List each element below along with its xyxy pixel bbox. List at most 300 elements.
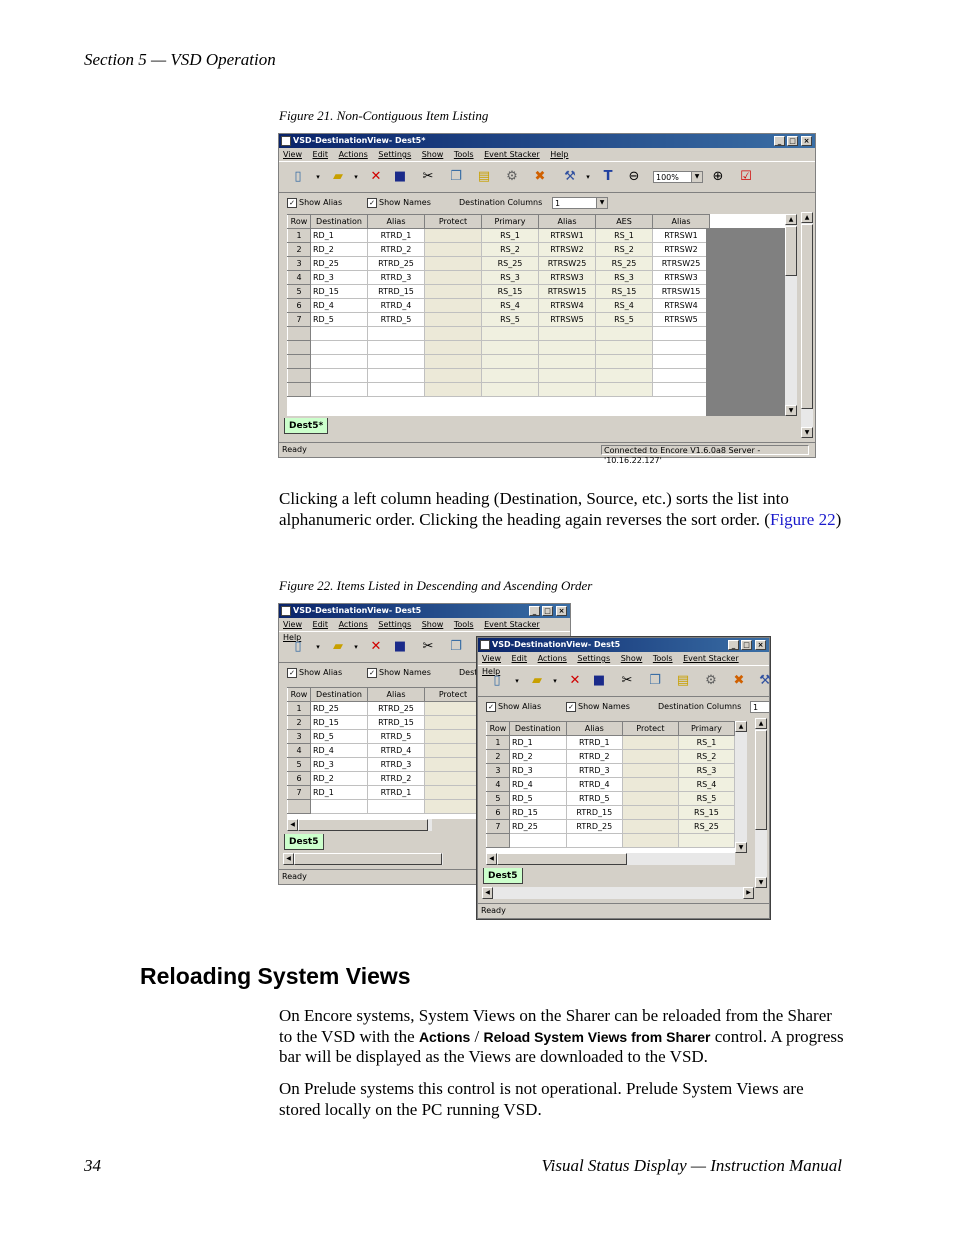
table-cell[interactable]: [425, 772, 482, 786]
table-cell[interactable]: RD_1: [311, 229, 368, 243]
table-cell[interactable]: [539, 383, 596, 397]
table-cell[interactable]: [596, 369, 653, 383]
table-cell[interactable]: RTRSW4: [653, 299, 710, 313]
table-cell[interactable]: [622, 834, 678, 848]
table-cell[interactable]: RD_4: [311, 299, 368, 313]
table-cell[interactable]: RS_2: [482, 243, 539, 257]
close-icon[interactable]: ×: [801, 136, 812, 146]
table-row[interactable]: [288, 257, 710, 271]
delete-icon[interactable]: ✕: [569, 673, 581, 688]
table-cell[interactable]: RTRSW3: [539, 271, 596, 285]
menu-settings[interactable]: Settings: [378, 150, 412, 159]
table-row[interactable]: [288, 772, 482, 786]
row-number[interactable]: [288, 383, 311, 397]
table-cell[interactable]: [622, 750, 678, 764]
chevron-down-icon[interactable]: ▾: [316, 643, 320, 651]
row-number[interactable]: 6: [288, 299, 311, 313]
menu-show[interactable]: Show: [620, 654, 643, 663]
checklist-icon[interactable]: ☑: [740, 169, 752, 184]
show-alias-checkbox[interactable]: ✓ Show Alias: [287, 663, 342, 683]
table-cell[interactable]: RS_2: [596, 243, 653, 257]
row-number[interactable]: 5: [487, 792, 510, 806]
tab-dest5[interactable]: Dest5*: [284, 418, 328, 434]
destination-columns-select[interactable]: 1 ▼: [552, 197, 608, 209]
table-cell[interactable]: [425, 369, 482, 383]
table-cell[interactable]: RTRD_2: [368, 243, 425, 257]
table-cell[interactable]: RS_4: [482, 299, 539, 313]
table-cell[interactable]: RS_4: [596, 299, 653, 313]
table-cell[interactable]: RD_25: [311, 257, 368, 271]
minimize-icon[interactable]: _: [529, 606, 540, 616]
table-cell[interactable]: [368, 383, 425, 397]
column-header-primary[interactable]: Primary: [482, 215, 539, 229]
table-cell[interactable]: [539, 369, 596, 383]
table-row[interactable]: [288, 299, 710, 313]
table-row[interactable]: [288, 758, 482, 772]
cut-icon[interactable]: ✂: [422, 639, 434, 654]
table-cell[interactable]: [425, 313, 482, 327]
table-cell[interactable]: RTRD_2: [566, 750, 622, 764]
row-number[interactable]: 3: [487, 764, 510, 778]
column-header-protect[interactable]: Protect: [622, 722, 678, 736]
delete-icon[interactable]: ✕: [370, 169, 382, 184]
table-cell[interactable]: [311, 383, 368, 397]
save-icon[interactable]: ■: [393, 639, 407, 654]
table-cell[interactable]: RD_1: [311, 786, 368, 800]
settings-icon[interactable]: ⚙: [705, 673, 717, 688]
show-alias-checkbox[interactable]: ✓ Show Alias: [287, 193, 342, 213]
table-cell[interactable]: [482, 355, 539, 369]
row-number[interactable]: 7: [487, 820, 510, 834]
table-cell[interactable]: RTRD_5: [368, 313, 425, 327]
table-cell[interactable]: [653, 341, 710, 355]
paste-icon[interactable]: ▤: [477, 169, 491, 184]
scroll-down-icon[interactable]: ▼: [785, 405, 797, 416]
show-names-checkbox[interactable]: ✓ Show Names: [367, 193, 431, 213]
new-file-icon[interactable]: ▯: [294, 169, 302, 184]
row-number[interactable]: 2: [288, 243, 311, 257]
table-row[interactable]: [288, 800, 482, 814]
cut-icon[interactable]: ✂: [621, 673, 633, 688]
close-icon[interactable]: ×: [556, 606, 567, 616]
table-cell[interactable]: RS_1: [482, 229, 539, 243]
column-header-row[interactable]: Row: [288, 688, 311, 702]
row-number[interactable]: [288, 355, 311, 369]
table-cell[interactable]: RD_3: [311, 271, 368, 285]
table-row[interactable]: [487, 834, 735, 848]
table-cell[interactable]: [596, 383, 653, 397]
table-row[interactable]: [487, 764, 735, 778]
table-cell[interactable]: [368, 327, 425, 341]
table-row[interactable]: [288, 369, 710, 383]
table-cell[interactable]: RD_15: [509, 806, 566, 820]
table-cell[interactable]: RS_5: [678, 792, 734, 806]
table-cell[interactable]: [596, 341, 653, 355]
table-row[interactable]: [288, 285, 710, 299]
row-number[interactable]: 6: [487, 806, 510, 820]
window-scrollbar[interactable]: [755, 718, 767, 888]
table-cell[interactable]: [566, 834, 622, 848]
row-number[interactable]: 1: [288, 702, 311, 716]
column-header-alias[interactable]: Alias: [368, 215, 425, 229]
table-cell[interactable]: RTRD_25: [368, 702, 425, 716]
scroll-left-icon[interactable]: ◀: [283, 853, 294, 865]
menu-view[interactable]: View: [482, 654, 501, 663]
column-header-alias[interactable]: Alias: [653, 215, 710, 229]
table-cell[interactable]: [653, 369, 710, 383]
table-cell[interactable]: RD_15: [311, 716, 368, 730]
table-cell[interactable]: RTRSW3: [653, 271, 710, 285]
table-row[interactable]: [288, 702, 482, 716]
row-number[interactable]: 3: [288, 730, 311, 744]
table-cell[interactable]: RTRD_2: [368, 772, 425, 786]
menu-show[interactable]: Show: [421, 620, 444, 629]
table-cell[interactable]: [622, 792, 678, 806]
table-cell[interactable]: [482, 383, 539, 397]
table-row[interactable]: [487, 820, 735, 834]
table-cell[interactable]: [653, 355, 710, 369]
table-cell[interactable]: [622, 806, 678, 820]
column-header-primary[interactable]: Primary: [678, 722, 734, 736]
table-cell[interactable]: [425, 229, 482, 243]
menu-show[interactable]: Show: [421, 150, 444, 159]
table-cell[interactable]: RD_25: [509, 820, 566, 834]
open-folder-icon[interactable]: ▰: [532, 673, 542, 688]
chevron-down-icon[interactable]: ▾: [515, 677, 519, 685]
table-row[interactable]: [487, 792, 735, 806]
table-cell[interactable]: RTRD_4: [368, 299, 425, 313]
table-cell[interactable]: [425, 730, 482, 744]
table-cell[interactable]: [596, 327, 653, 341]
table-cell[interactable]: RD_3: [509, 764, 566, 778]
table-cell[interactable]: [539, 341, 596, 355]
table-cell[interactable]: [425, 786, 482, 800]
row-number[interactable]: 7: [288, 786, 311, 800]
table-cell[interactable]: RTRD_3: [368, 271, 425, 285]
row-number[interactable]: 1: [487, 736, 510, 750]
table-cell[interactable]: RD_5: [311, 730, 368, 744]
table-cell[interactable]: RTRD_25: [566, 820, 622, 834]
scroll-thumb[interactable]: [497, 853, 627, 865]
table-cell[interactable]: RS_2: [678, 750, 734, 764]
row-number[interactable]: 5: [288, 285, 311, 299]
scroll-up-icon[interactable]: ▲: [785, 214, 797, 225]
row-number[interactable]: 2: [288, 716, 311, 730]
copy-icon[interactable]: ❐: [649, 673, 661, 688]
table-cell[interactable]: RTRD_1: [368, 229, 425, 243]
table-row[interactable]: [487, 806, 735, 820]
table-cell[interactable]: [425, 355, 482, 369]
open-folder-icon[interactable]: ▰: [333, 639, 343, 654]
row-number[interactable]: [288, 341, 311, 355]
table-cell[interactable]: RD_5: [311, 313, 368, 327]
table-row[interactable]: [288, 327, 710, 341]
scroll-thumb[interactable]: [785, 226, 797, 276]
table-cell[interactable]: [509, 834, 566, 848]
zoom-in-icon[interactable]: ⊕: [712, 169, 724, 184]
table-row[interactable]: [487, 778, 735, 792]
row-number[interactable]: [288, 369, 311, 383]
table-cell[interactable]: RS_5: [596, 313, 653, 327]
table-cell[interactable]: [311, 355, 368, 369]
menu-view[interactable]: View: [283, 150, 302, 159]
window-horizontal-scrollbar[interactable]: [482, 887, 754, 899]
cut-icon[interactable]: ✂: [422, 169, 434, 184]
column-header-protect[interactable]: Protect: [425, 688, 482, 702]
table-cell[interactable]: RS_3: [482, 271, 539, 285]
table-cell[interactable]: [425, 243, 482, 257]
table-cell[interactable]: RTRD_5: [566, 792, 622, 806]
scroll-thumb[interactable]: [755, 730, 767, 830]
row-number[interactable]: [288, 327, 311, 341]
table-cell[interactable]: RD_3: [311, 758, 368, 772]
table-cell[interactable]: RS_25: [678, 820, 734, 834]
table-cell[interactable]: [482, 341, 539, 355]
table-row[interactable]: [288, 229, 710, 243]
copy-icon[interactable]: ❐: [450, 169, 462, 184]
table-cell[interactable]: [425, 341, 482, 355]
table-cell[interactable]: RTRD_25: [368, 257, 425, 271]
table-row[interactable]: [288, 786, 482, 800]
table-cell[interactable]: RD_15: [311, 285, 368, 299]
menu-event-stacker[interactable]: Event Stacker: [484, 150, 540, 159]
table-row[interactable]: [288, 744, 482, 758]
maximize-icon[interactable]: □: [542, 606, 553, 616]
table-cell[interactable]: [482, 327, 539, 341]
menu-help[interactable]: Help: [283, 633, 302, 642]
column-header-alias[interactable]: Alias: [539, 215, 596, 229]
table-cell[interactable]: RD_2: [311, 772, 368, 786]
table-cell[interactable]: RTRD_5: [368, 730, 425, 744]
row-number[interactable]: 5: [288, 758, 311, 772]
chevron-down-icon[interactable]: ▾: [316, 173, 320, 181]
close-icon[interactable]: ×: [755, 640, 766, 650]
scroll-up-icon[interactable]: ▲: [755, 718, 767, 729]
table-cell[interactable]: [425, 271, 482, 285]
show-names-checkbox[interactable]: ✓ Show Names: [367, 663, 431, 683]
row-number[interactable]: 4: [487, 778, 510, 792]
column-header-alias[interactable]: Alias: [566, 722, 622, 736]
table-cell[interactable]: RS_3: [678, 764, 734, 778]
scroll-up-icon[interactable]: ▲: [735, 721, 747, 732]
save-icon[interactable]: ■: [592, 673, 606, 688]
row-number[interactable]: 6: [288, 772, 311, 786]
maximize-icon[interactable]: □: [741, 640, 752, 650]
menu-actions[interactable]: Actions: [537, 654, 567, 663]
destination-columns-select[interactable]: 1: [750, 701, 770, 713]
table-cell[interactable]: RS_5: [482, 313, 539, 327]
table-cell[interactable]: [622, 764, 678, 778]
menu-help[interactable]: Help: [482, 667, 501, 676]
scroll-left-icon[interactable]: ◀: [287, 819, 298, 831]
table-cell[interactable]: RTRD_4: [566, 778, 622, 792]
table-cell[interactable]: [425, 800, 482, 814]
column-header-destination[interactable]: Destination: [311, 688, 368, 702]
column-header-protect[interactable]: Protect: [425, 215, 482, 229]
scroll-left-icon[interactable]: ◀: [482, 887, 493, 899]
minimize-icon[interactable]: _: [728, 640, 739, 650]
zoom-out-icon[interactable]: ⊖: [628, 169, 640, 184]
column-header-aes[interactable]: AES: [596, 215, 653, 229]
row-number[interactable]: 7: [288, 313, 311, 327]
table-cell[interactable]: RTRD_15: [368, 285, 425, 299]
table-cell[interactable]: RTRSW1: [539, 229, 596, 243]
menu-settings[interactable]: Settings: [577, 654, 611, 663]
table-cell[interactable]: [425, 702, 482, 716]
table-cell[interactable]: RTRSW25: [653, 257, 710, 271]
grid-scrollbar[interactable]: [735, 721, 747, 853]
window-scrollbar[interactable]: [801, 212, 813, 438]
row-number[interactable]: [487, 834, 510, 848]
scroll-down-icon[interactable]: ▼: [801, 427, 813, 438]
window-horizontal-scrollbar[interactable]: [283, 853, 443, 865]
row-number[interactable]: 4: [288, 744, 311, 758]
figure-22-link[interactable]: Figure 22: [769, 509, 836, 529]
column-header-row[interactable]: Row: [288, 215, 311, 229]
scroll-thumb[interactable]: [298, 819, 428, 831]
text-icon[interactable]: T: [603, 169, 613, 184]
table-cell[interactable]: RS_1: [596, 229, 653, 243]
table-cell[interactable]: [425, 744, 482, 758]
menu-tools[interactable]: Tools: [453, 150, 474, 159]
table-cell[interactable]: [539, 327, 596, 341]
table-row[interactable]: [288, 313, 710, 327]
maximize-icon[interactable]: □: [787, 136, 798, 146]
menu-edit[interactable]: Edit: [312, 150, 329, 159]
table-cell[interactable]: RS_15: [678, 806, 734, 820]
menu-event-stacker[interactable]: Event Stacker: [683, 654, 739, 663]
table-cell[interactable]: RTRSW15: [539, 285, 596, 299]
table-cell[interactable]: [368, 369, 425, 383]
chevron-down-icon[interactable]: ▾: [354, 173, 358, 181]
grid-horizontal-scrollbar[interactable]: [287, 819, 432, 831]
save-icon[interactable]: ■: [393, 169, 407, 184]
table-cell[interactable]: RS_1: [678, 736, 734, 750]
tools-wrench-icon[interactable]: ⚒: [759, 673, 771, 688]
scroll-down-icon[interactable]: ▼: [735, 842, 747, 853]
table-cell[interactable]: RTRSW4: [539, 299, 596, 313]
row-number[interactable]: [288, 800, 311, 814]
table-cell[interactable]: [425, 716, 482, 730]
chevron-down-icon[interactable]: ▾: [586, 173, 590, 181]
tools-wrench-icon[interactable]: ⚒: [564, 169, 576, 184]
table-row[interactable]: [288, 243, 710, 257]
chevron-down-icon[interactable]: ▾: [354, 643, 358, 651]
table-cell[interactable]: RTRD_3: [368, 758, 425, 772]
table-cell[interactable]: [622, 736, 678, 750]
table-cell[interactable]: [425, 257, 482, 271]
table-cell[interactable]: RD_4: [311, 744, 368, 758]
row-number[interactable]: 4: [288, 271, 311, 285]
row-number[interactable]: 3: [288, 257, 311, 271]
table-cell[interactable]: [596, 355, 653, 369]
table-cell[interactable]: [678, 834, 734, 848]
menu-actions[interactable]: Actions: [338, 150, 368, 159]
table-cell[interactable]: [653, 383, 710, 397]
table-cell[interactable]: [425, 299, 482, 313]
table-cell[interactable]: RS_25: [596, 257, 653, 271]
table-cell[interactable]: [425, 285, 482, 299]
table-cell[interactable]: RS_3: [596, 271, 653, 285]
table-cell[interactable]: RTRD_15: [368, 716, 425, 730]
table-cell[interactable]: RTRD_4: [368, 744, 425, 758]
tab-dest5[interactable]: Dest5: [483, 868, 523, 884]
minimize-icon[interactable]: _: [774, 136, 785, 146]
menu-edit[interactable]: Edit: [511, 654, 528, 663]
menu-edit[interactable]: Edit: [312, 620, 329, 629]
menu-tools[interactable]: Tools: [453, 620, 474, 629]
settings-icon[interactable]: ⚙: [506, 169, 518, 184]
menu-event-stacker[interactable]: Event Stacker: [484, 620, 540, 629]
table-cell[interactable]: [311, 341, 368, 355]
table-cell[interactable]: [311, 327, 368, 341]
scroll-left-icon[interactable]: ◀: [486, 853, 497, 865]
table-cell[interactable]: RTRSW1: [653, 229, 710, 243]
scroll-thumb[interactable]: [801, 224, 813, 409]
table-cell[interactable]: [311, 800, 368, 814]
table-cell[interactable]: [425, 383, 482, 397]
table-cell[interactable]: [425, 327, 482, 341]
menu-actions[interactable]: Actions: [338, 620, 368, 629]
new-file-icon[interactable]: ▯: [294, 639, 302, 654]
row-number[interactable]: 1: [288, 229, 311, 243]
table-cell[interactable]: [482, 369, 539, 383]
table-cell[interactable]: RD_4: [509, 778, 566, 792]
scroll-up-icon[interactable]: ▲: [801, 212, 813, 223]
table-cell[interactable]: RS_25: [482, 257, 539, 271]
table-cell[interactable]: RTRSW25: [539, 257, 596, 271]
table-cell[interactable]: RTRSW5: [539, 313, 596, 327]
table-row[interactable]: [487, 736, 735, 750]
column-header-destination[interactable]: Destination: [509, 722, 566, 736]
row-number[interactable]: 2: [487, 750, 510, 764]
table-cell[interactable]: [368, 341, 425, 355]
new-file-icon[interactable]: ▯: [493, 673, 501, 688]
table-row[interactable]: [288, 355, 710, 369]
table-cell[interactable]: RD_2: [509, 750, 566, 764]
table-cell[interactable]: RTRSW2: [539, 243, 596, 257]
menu-help[interactable]: Help: [550, 150, 569, 159]
table-cell[interactable]: [622, 820, 678, 834]
table-cell[interactable]: RS_15: [482, 285, 539, 299]
table-row[interactable]: [288, 383, 710, 397]
column-header-row[interactable]: Row: [487, 722, 510, 736]
table-cell[interactable]: [425, 758, 482, 772]
table-row[interactable]: [288, 341, 710, 355]
grid-horizontal-scrollbar[interactable]: [486, 853, 735, 865]
table-cell[interactable]: RTRD_3: [566, 764, 622, 778]
table-cell[interactable]: RTRSW5: [653, 313, 710, 327]
copy-icon[interactable]: ❐: [450, 639, 462, 654]
column-header-alias[interactable]: Alias: [368, 688, 425, 702]
table-cell[interactable]: RS_4: [678, 778, 734, 792]
table-cell[interactable]: [368, 355, 425, 369]
open-folder-icon[interactable]: ▰: [333, 169, 343, 184]
table-cell[interactable]: [368, 800, 425, 814]
table-cell[interactable]: RD_1: [509, 736, 566, 750]
menu-tools[interactable]: Tools: [652, 654, 673, 663]
tools-icon[interactable]: ✖: [534, 169, 546, 184]
tools-icon[interactable]: ✖: [733, 673, 745, 688]
tab-dest5[interactable]: Dest5: [284, 834, 324, 850]
table-row[interactable]: [288, 730, 482, 744]
table-cell[interactable]: RD_25: [311, 702, 368, 716]
scroll-right-icon[interactable]: ▶: [743, 887, 754, 899]
scroll-thumb[interactable]: [294, 853, 442, 865]
table-cell[interactable]: [539, 355, 596, 369]
paste-icon[interactable]: ▤: [676, 673, 690, 688]
table-cell[interactable]: RTRD_1: [368, 786, 425, 800]
